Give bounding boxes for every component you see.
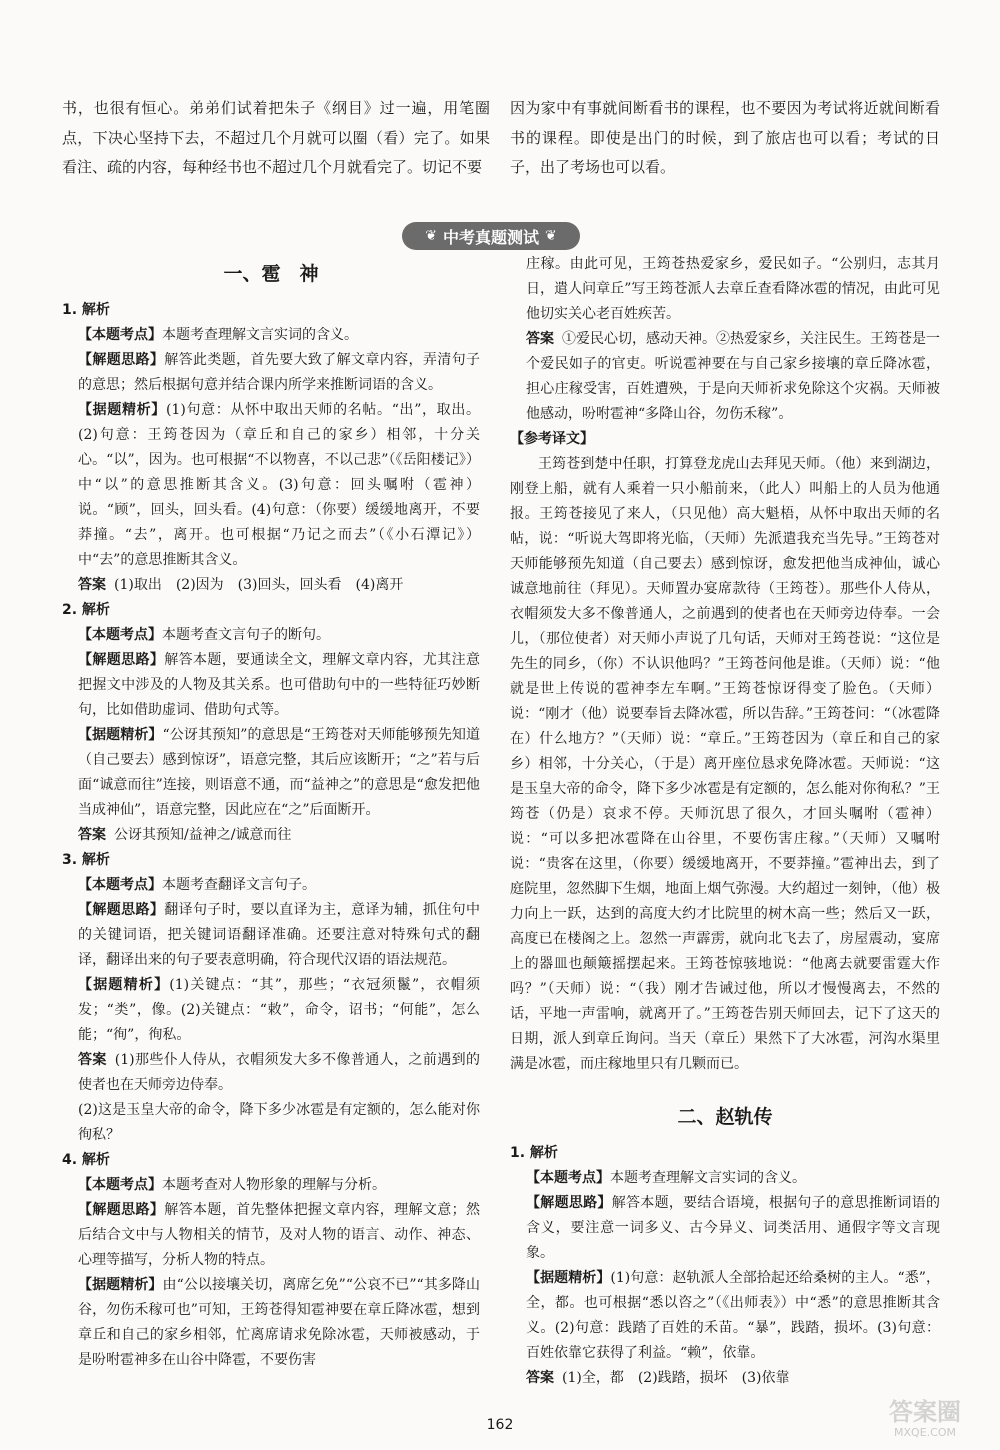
jingxi-tag: 【据题精析】 xyxy=(526,1270,611,1286)
kaodian-text: 本题考查理解文言实词的含义。 xyxy=(162,327,358,343)
silu-text: 解答本题，首先整体把握文章内容，理解文意；然后结合文中与人物相关的情节，及对人物的语言、动作、神态、心理等描写，分析人物的特点。 xyxy=(78,1202,481,1268)
answer-row xyxy=(510,1366,940,1391)
jingxi-row xyxy=(62,398,480,573)
continued-text: 书，也很有恒心。弟弟们试着把朱子《纲目》过一遍，用笔圈点，下决心坚持下去，不超过几个月就可以圈（看）完了。如果看注、疏的内容，每种经书也不超过几个月就看完了。切记不要 xyxy=(62,99,490,176)
jingxi-text: (1)句意：从怀中取出天师的名帖。“出”，取出。(2)句意：王筠苍因为（章丘和自己的家乡）相邻，十分关心。“以”，因为。也可根据“不以物喜，不以己悲”（《岳阳楼记》）中“以”的意思推断其含义。(3)句意：回头嘱咐（雹神）说。“顾”，回头，回头看。(4)句意：（你要）缓缓地离开，不要莽撞。“去”，离开。也可根据“乃记之而去”（《小石潭记》）中“去”的意思推断其含义。 xyxy=(78,402,480,568)
jingxi-tag: 【据题精析】 xyxy=(78,977,170,993)
translation-text: 王筠苍到楚中任职，打算登龙虎山去拜见天师。（他）来到湖边，刚登上船，就有人乘着一只小船前来，（此人）叫船上的人员为他通报。王筠苍接见了来人，（只见他）高大魁梧，从怀中取出天师的名帖，说：“听说大驾即将光临，（天师）先派遣我充当先导。”王筠苍对天师能够预先知道（自己要去）感到惊讶，愈发把他当成神仙，诚心诚意地前往（拜见）。天师置办宴席款待（王筠苍）。那些仆人侍从，衣帽须发大多不像普通人，之前遇到的使者也在天师旁边侍奉。一会儿，（那位使者）对天师小声说了几句话，天师对王筠苍说：“这位是先生的同乡，（你）不认识他吗？”王筠苍问他是谁。（天师）说：“他就是世上传说的雹神李左车啊。”王筠苍惊讶得变了脸色。（天师）说：“刚才（他）说要奉旨去降冰雹，所以告辞。”王筠苍问：“（冰雹降在）什么地方？”（天师）说：“章丘。”王筠苍因为（章丘和自己的家乡）相邻，十分关心，（于是）离开座位恳求免降冰雹。天师说：“这是玉皇大帝的命令，降下多少冰雹是有定额的，怎么能对你徇私？”王筠苍（仍是）哀求不停。天师沉思了很久，才回头嘱咐（雹神）说：“可以多把冰雹降在山谷里，不要伤害庄稼。”（天师）又嘱咐说：“贵客在这里，（你要）缓缓地离开，不要莽撞。”雹神出去，到了庭院里，忽然脚下生烟，地面上烟气弥漫。大约超过一刻钟，（他）极力向上一跃，达到的高度大约才比院里的树木高一些；然后又一跃，高度已在楼阁之上。忽然一声霹雳，就向北飞去了，房屋震动，宴席上的器皿也颠簸摇摆起来。王筠苍惊骇地说：“他离去就要雷霆大作吗？”（天师）说：“（我）刚才告诫过他，所以才慢慢离去，不然的话，平地一声雷响，就离开了。”王筠苍告别天师回去，记下了这天的日期，派人到章丘询问。当天（章丘）果然下了大冰雹，河沟水渠里满是冰雹，而庄稼地里只有几颗而已。 xyxy=(510,456,940,1072)
swirl-icon: ❦ xyxy=(545,228,557,244)
continued-text: 因为家中有事就间断看书的课程，也不要因为考试将近就间断看书的课程。即使是出门的时候，到了旅店也可以看；考试的日子，出了考场也可以看。 xyxy=(510,99,940,176)
section-banner xyxy=(402,222,580,250)
silu-tag: 【解题思路】 xyxy=(78,1202,165,1218)
answer-tag: 答案 xyxy=(526,1370,554,1386)
question-4 xyxy=(62,1148,480,1373)
right-column xyxy=(510,252,940,1391)
answer-text: 公讶其预知/益神之/诚意而往 xyxy=(114,827,292,843)
jingxi-tag: 【据题精析】 xyxy=(78,1277,163,1293)
kaodian-text: 本题考查翻译文言句子。 xyxy=(162,877,316,893)
silu-tag: 【解题思路】 xyxy=(78,652,165,668)
silu-tag: 【解题思路】 xyxy=(78,352,165,368)
kaodian-row xyxy=(62,873,480,898)
watermark-title: 答案圈 xyxy=(889,1398,961,1426)
answer-tag: 答案 xyxy=(78,577,106,593)
kaodian-row xyxy=(62,623,480,648)
answer-row-2 xyxy=(62,1098,480,1148)
question-2 xyxy=(62,598,480,848)
translation-tag: 【参考译文】 xyxy=(510,431,594,447)
silu-text: 解答此类题，首先要大致了解文章内容，弄清句子的意思；然后根据句意并结合课内所学来推断词语的含义。 xyxy=(78,352,481,393)
jingxi-text: (1)句意：赵轨派人全部拾起还给桑树的主人。“悉”，全，都。也可根据“悉以咨之”（《出师表》）中“悉”的意思推断其含义。(2)句意：践踏了百姓的禾苗。“暴”，践踏，损坏。(3)句意：百姓依靠它获得了利益。“赖”，依靠。 xyxy=(526,1270,940,1361)
swirl-icon: ❦ xyxy=(425,228,437,244)
silu-row xyxy=(510,1191,940,1266)
watermark-url: MXQE.COM xyxy=(894,1426,956,1439)
question-heading: 1. 解析 xyxy=(510,1145,558,1161)
silu-text: 解答本题，要通读全文，理解文章内容，尤其注意把握文中涉及的人物及其关系。也可借助句中的一些特征巧妙断句，比如借助虚词、借助句式等。 xyxy=(78,652,481,718)
kaodian-text: 本题考查理解文言实词的含义。 xyxy=(610,1170,806,1186)
question-heading: 3. 解析 xyxy=(62,852,110,868)
silu-text: 解答本题，要结合语境，根据句子的意思推断词语的含义，要注意一词多义、古今异义、词类活用、通假字等文言现象。 xyxy=(526,1195,941,1261)
section-title: 一、雹 神 xyxy=(223,263,319,285)
jingxi-text: (1)关键点：“其”，那些；“衣冠须鬣”，衣帽须发；“类”，像。(2)关键点：“敕”，命令，诏书；“何能”，怎么能；“徇”，徇私。 xyxy=(78,977,480,1043)
section-title: 二、赵轨传 xyxy=(677,1106,773,1128)
jingxi-tag: 【据题精析】 xyxy=(78,727,163,743)
answer-text-2: (2)这是玉皇大帝的命令，降下多少冰雹是有定额的，怎么能对你徇私？ xyxy=(78,1102,480,1143)
answer-tag: 答案 xyxy=(78,1052,107,1068)
answer-text: ①爱民心切，感动天神。②热爱家乡，关注民生。王筠苍是一个爱民如子的官吏。听说雹神要在与自己家乡接壤的章丘降冰雹，担心庄稼受害，百姓遭殃，于是向天师祈求免除这个灾祸。天师被他感动，吩咐雹神“多降山谷，勿伤禾稼”。 xyxy=(526,331,940,422)
silu-row xyxy=(62,648,480,723)
jingxi-row xyxy=(62,723,480,823)
answer-row xyxy=(62,573,480,598)
silu-tag: 【解题思路】 xyxy=(526,1195,612,1211)
silu-row xyxy=(62,898,480,973)
jingxi-continued: 庄稼。由此可见，王筠苍热爱家乡，爱民如子。“公别归，志其月日，遣人问章丘”写王筠苍派人去章丘查看降冰雹的情况，由此可见他切实关心老百姓疾苦。 xyxy=(526,256,940,322)
answer-row xyxy=(62,823,480,848)
kaodian-text: 本题考查对人物形象的理解与分析。 xyxy=(162,1177,386,1193)
silu-row xyxy=(62,348,480,398)
continued-translation-left xyxy=(62,94,490,183)
jingxi-row xyxy=(62,973,480,1048)
continued-translation-right xyxy=(510,94,940,183)
left-column xyxy=(62,252,480,1373)
kaodian-text: 本题考查文言句子的断句。 xyxy=(162,627,330,643)
answer-tag: 答案 xyxy=(78,827,106,843)
silu-row xyxy=(62,1198,480,1273)
s2-question-1 xyxy=(510,1141,940,1391)
answer-text: (1)那些仆人侍从，衣帽须发大多不像普通人，之前遇到的使者也在天师旁边侍奉。 xyxy=(78,1052,480,1093)
kaodian-row xyxy=(62,1173,480,1198)
kaodian-tag: 【本题考点】 xyxy=(78,877,162,893)
kaodian-tag: 【本题考点】 xyxy=(78,627,162,643)
kaodian-row xyxy=(510,1166,940,1191)
question-heading: 1. 解析 xyxy=(62,302,110,318)
question-heading: 4. 解析 xyxy=(62,1152,110,1168)
answer-tag: 答案 xyxy=(526,331,554,347)
answer-text: (1)全，都 (2)践踏，损坏 (3)依靠 xyxy=(562,1370,790,1386)
answer-row xyxy=(510,327,940,427)
page-number: 162 xyxy=(486,1417,514,1433)
question-heading: 2. 解析 xyxy=(62,602,110,618)
question-3 xyxy=(62,848,480,1148)
question-1 xyxy=(62,298,480,598)
silu-text: 翻译句子时，要以直译为主，意译为辅，抓住句中的关键词语，把关键词语翻译准确。还要注意对特殊句式的翻译，翻译出来的句子要表意明确，符合现代汉语的语法规范。 xyxy=(78,902,481,968)
kaodian-tag: 【本题考点】 xyxy=(78,1177,162,1193)
jingxi-row xyxy=(510,1266,940,1366)
jingxi-row xyxy=(62,1273,480,1373)
watermark-logo xyxy=(860,1398,990,1444)
banner-title: 中考真题测试 xyxy=(442,227,539,247)
jingxi-tag: 【据题精析】 xyxy=(78,402,166,418)
answer-text: (1)取出 (2)因为 (3)回头，回头看 (4)离开 xyxy=(114,577,404,593)
answer-row xyxy=(62,1048,480,1098)
kaodian-tag: 【本题考点】 xyxy=(78,327,162,343)
kaodian-row xyxy=(62,323,480,348)
jingxi-text: 由“公以接壤关切，离席乞免”“公哀不已”“其多降山谷，勿伤禾稼可也”可知，王筠苍得知雹神要在章丘降冰雹，想到章丘和自己的家乡相邻，忙离席请求免除冰雹，天师被感动，于是吩咐雹神多在山谷中降雹，不要伤害 xyxy=(78,1277,481,1368)
kaodian-tag: 【本题考点】 xyxy=(526,1170,610,1186)
jingxi-text: “公讶其预知”的意思是“王筠苍对天师能够预先知道（自己要去）感到惊讶”，语意完整，其后应该断开；“之”若与后面“诚意而往”连接，则语意不通，而“益神之”的意思是“愈发把他当成神仙”，语意完整，因此应在“之”后面断开。 xyxy=(78,727,480,818)
silu-tag: 【解题思路】 xyxy=(78,902,165,918)
